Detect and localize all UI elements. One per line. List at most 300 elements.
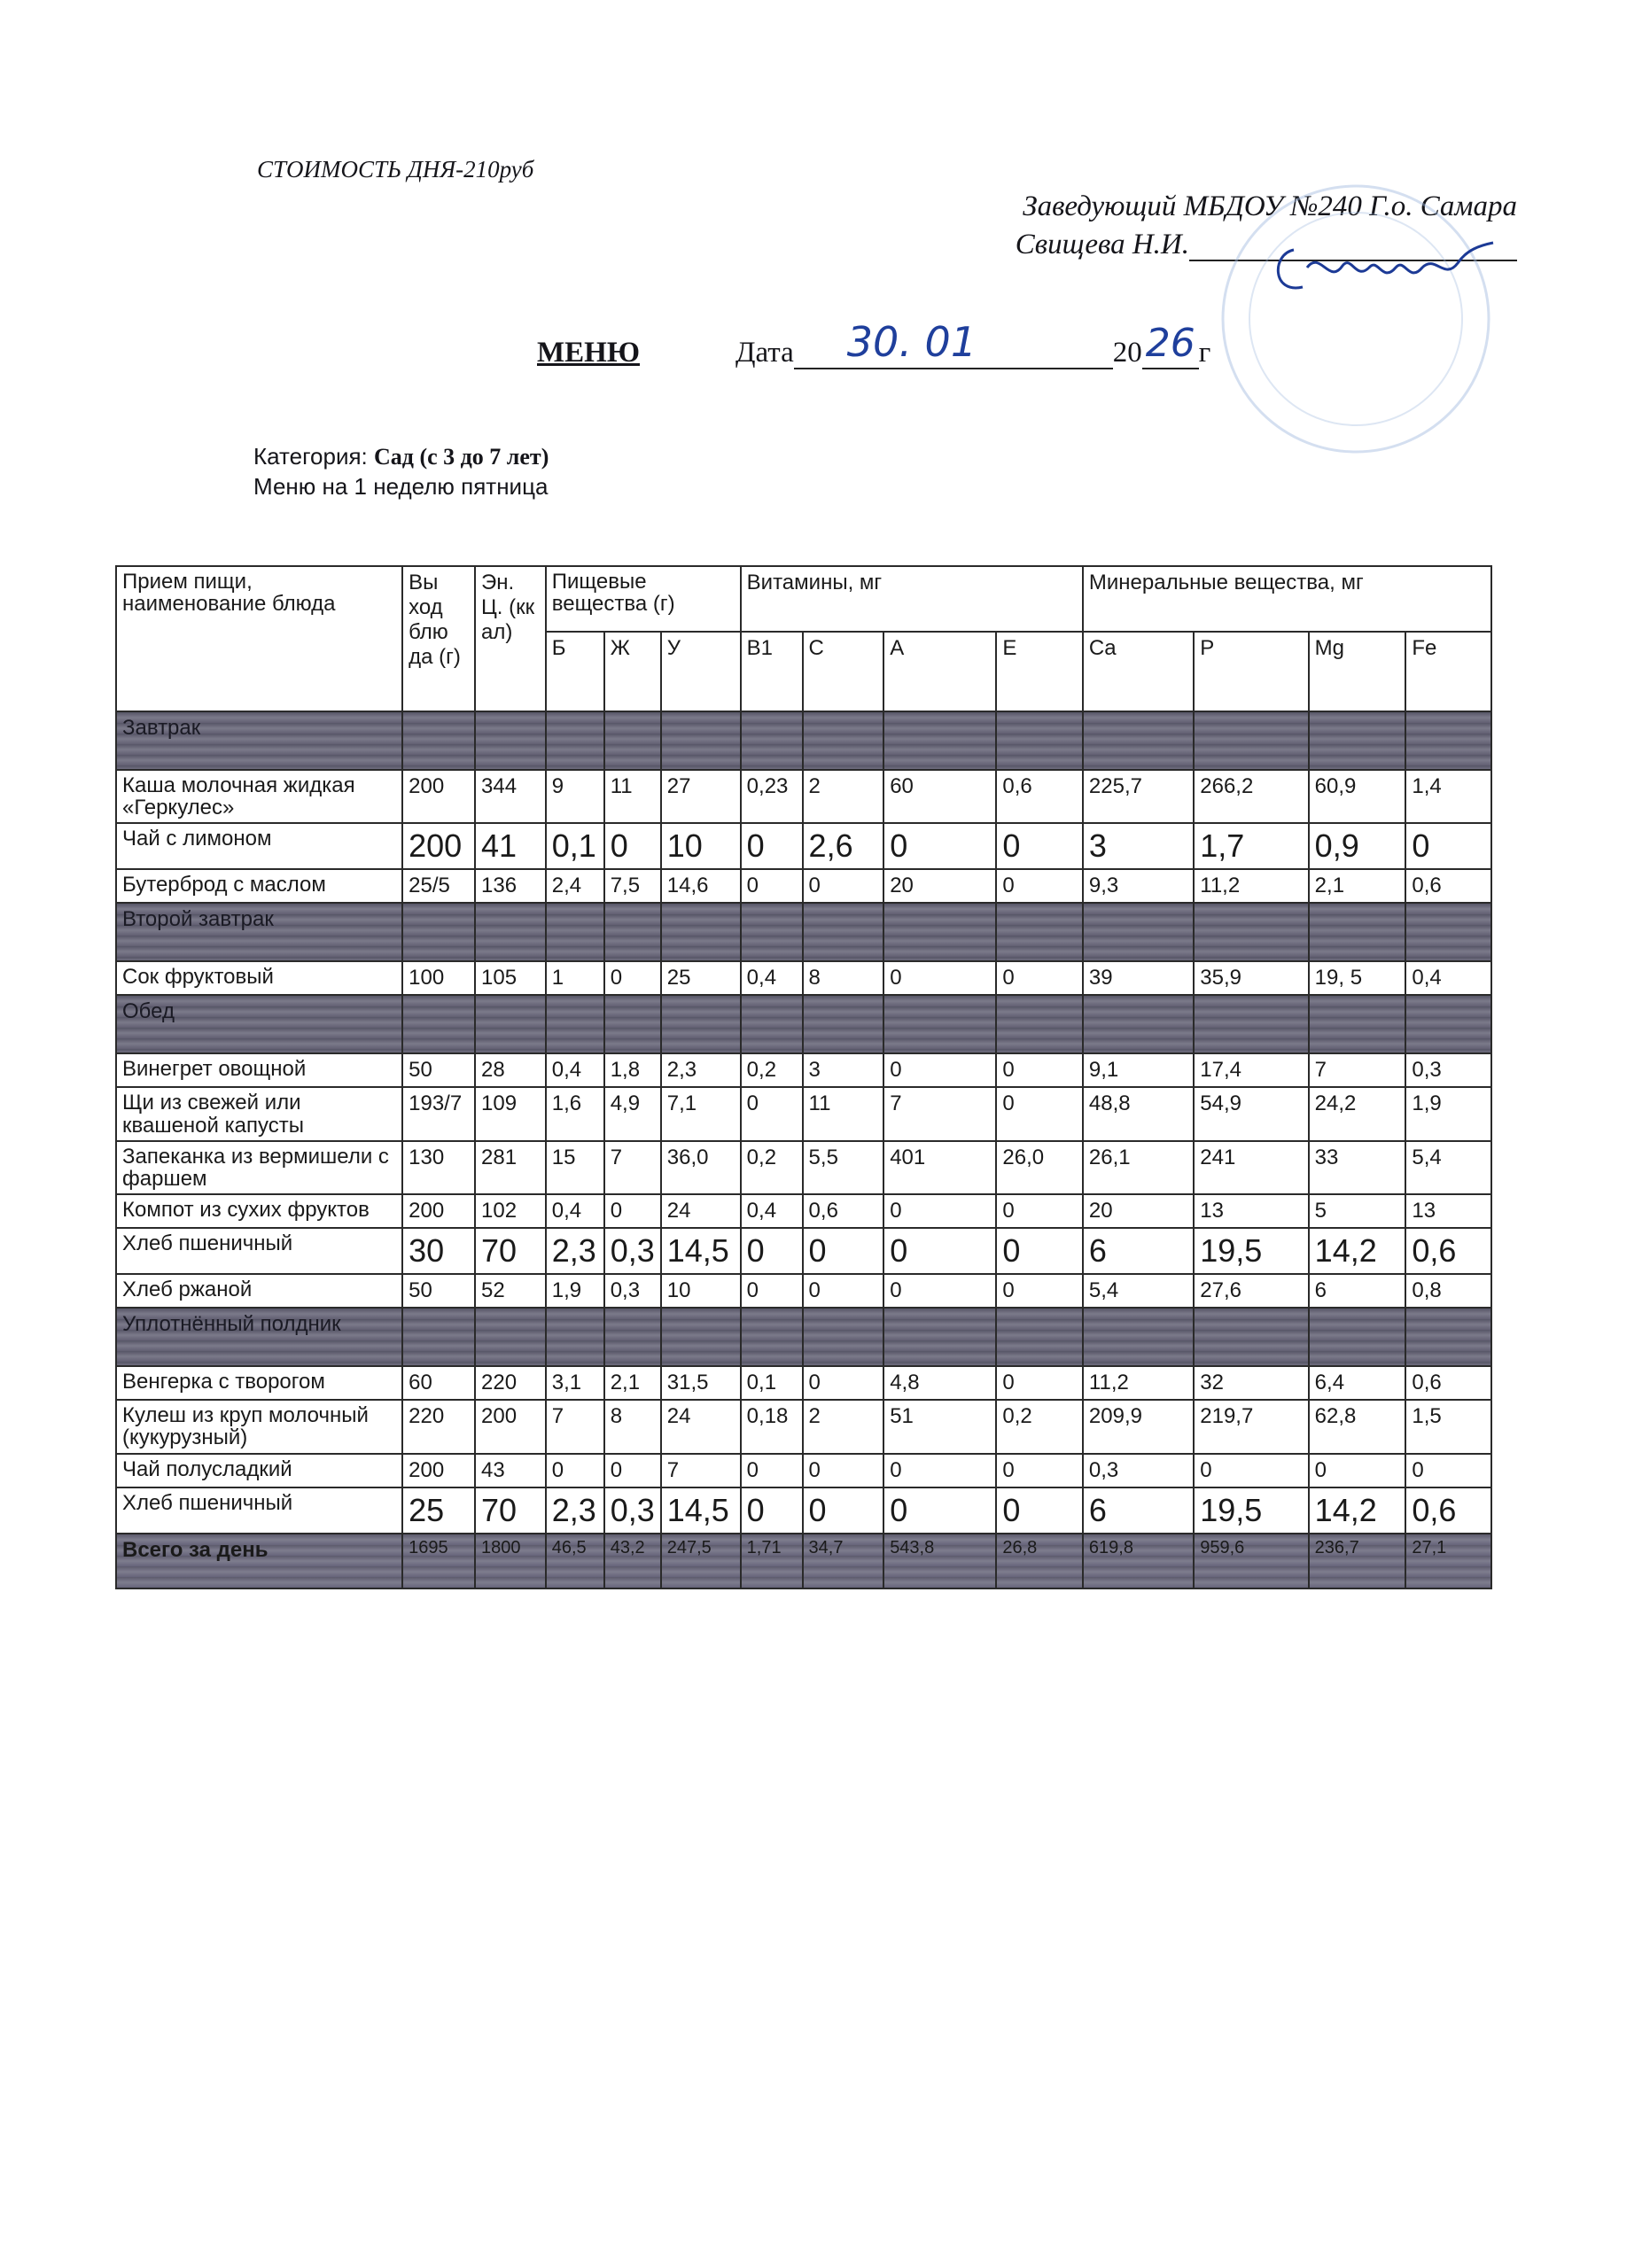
value-cell: 43 <box>475 1454 546 1487</box>
value-cell: 2,3 <box>661 1053 741 1087</box>
table-row <box>116 1366 1491 1400</box>
value-cell: 14,2 <box>1309 1228 1406 1274</box>
value-cell: 0,6 <box>803 1194 884 1228</box>
subheader-cell: B1 <box>741 632 803 711</box>
section-cell <box>883 711 996 770</box>
value-cell: 136 <box>475 869 546 903</box>
subheader-cell: P <box>1194 632 1308 711</box>
table-row <box>116 1274 1491 1308</box>
date-handwritten: 30. 01 <box>846 318 977 366</box>
week-line: Меню на 1 неделю пятница <box>253 473 549 500</box>
value-cell: 0,6 <box>996 770 1083 823</box>
date-label: Дата <box>735 337 794 369</box>
total-row <box>116 1534 1491 1588</box>
value-cell: 4,9 <box>604 1087 661 1140</box>
value-cell: 24,2 <box>1309 1087 1406 1140</box>
value-cell: 0 <box>803 1366 884 1400</box>
section-cell <box>1405 711 1491 770</box>
subheader-cell: C <box>803 632 884 711</box>
value-cell: 105 <box>475 961 546 995</box>
section-cell <box>475 903 546 961</box>
section-cell <box>402 995 475 1053</box>
value-cell: 6 <box>1309 1274 1406 1308</box>
value-cell: 0 <box>883 1274 996 1308</box>
header-energy: Эн. Ц. (кк ал) <box>475 566 546 711</box>
value-cell: 50 <box>402 1274 475 1308</box>
section-cell <box>475 711 546 770</box>
value-cell: 19,5 <box>1194 1487 1308 1534</box>
day-cost: СТОИМОСТЬ ДНЯ-210руб <box>257 156 534 183</box>
category-label: Категория: <box>253 443 368 470</box>
value-cell: 0 <box>803 1454 884 1487</box>
section-row <box>116 995 1491 1053</box>
section-cell <box>1405 1308 1491 1366</box>
section-cell <box>803 1308 884 1366</box>
value-cell: 0 <box>883 1053 996 1087</box>
dish-name: Венгерка с творогом <box>116 1366 402 1400</box>
value-cell: 0 <box>741 823 803 869</box>
value-cell: 7 <box>604 1141 661 1194</box>
header-nutrients: Пищевые вещества (г) <box>546 566 741 632</box>
table-row <box>116 1053 1491 1087</box>
value-cell: 7 <box>1309 1053 1406 1087</box>
value-cell: 13 <box>1194 1194 1308 1228</box>
value-cell: 0 <box>1405 1454 1491 1487</box>
value-cell: 0,4 <box>1405 961 1491 995</box>
value-cell: 0 <box>996 1454 1083 1487</box>
header-output: Вы ход блю да (г) <box>402 566 475 711</box>
value-cell: 0,2 <box>741 1053 803 1087</box>
section-cell <box>1309 1308 1406 1366</box>
director-name: Свищева Н.И. <box>1015 229 1189 260</box>
value-cell: 220 <box>402 1400 475 1453</box>
value-cell: 70 <box>475 1228 546 1274</box>
value-cell: 52 <box>475 1274 546 1308</box>
dish-name: Винегрет овощной <box>116 1053 402 1087</box>
value-cell: 32 <box>1194 1366 1308 1400</box>
section-cell <box>661 1308 741 1366</box>
total-value: 959,6 <box>1194 1534 1308 1588</box>
value-cell: 14,5 <box>661 1228 741 1274</box>
value-cell: 0,1 <box>546 823 604 869</box>
section-cell <box>604 903 661 961</box>
total-value: 247,5 <box>661 1534 741 1588</box>
value-cell: 5,5 <box>803 1141 884 1194</box>
section-title: Второй завтрак <box>116 903 402 961</box>
year-handwritten: 26 <box>1145 321 1195 366</box>
value-cell: 11 <box>803 1087 884 1140</box>
subheader-cell: A <box>883 632 996 711</box>
value-cell: 6 <box>1083 1487 1194 1534</box>
value-cell: 0 <box>996 869 1083 903</box>
subheader-cell: E <box>996 632 1083 711</box>
value-cell: 0 <box>883 1228 996 1274</box>
section-title: Обед <box>116 995 402 1053</box>
value-cell: 0 <box>996 1274 1083 1308</box>
subheader-cell: Ж <box>604 632 661 711</box>
section-cell <box>1194 1308 1308 1366</box>
section-cell <box>883 995 996 1053</box>
dish-name: Чай с лимоном <box>116 823 402 869</box>
value-cell: 10 <box>661 1274 741 1308</box>
value-cell: 1,4 <box>1405 770 1491 823</box>
value-cell: 15 <box>546 1141 604 1194</box>
header-minerals: Минеральные вещества, мг <box>1083 566 1491 632</box>
value-cell: 17,4 <box>1194 1053 1308 1087</box>
value-cell: 0,2 <box>996 1400 1083 1453</box>
value-cell: 24 <box>661 1194 741 1228</box>
value-cell: 1,9 <box>546 1274 604 1308</box>
table-row <box>116 1194 1491 1228</box>
value-cell: 20 <box>1083 1194 1194 1228</box>
value-cell: 48,8 <box>1083 1087 1194 1140</box>
value-cell: 1,8 <box>604 1053 661 1087</box>
value-cell: 109 <box>475 1087 546 1140</box>
value-cell: 60 <box>402 1366 475 1400</box>
value-cell: 266,2 <box>1194 770 1308 823</box>
value-cell: 60,9 <box>1309 770 1406 823</box>
section-cell <box>1083 903 1194 961</box>
section-cell <box>661 711 741 770</box>
section-cell <box>803 711 884 770</box>
value-cell: 344 <box>475 770 546 823</box>
value-cell: 0,6 <box>1405 1487 1491 1534</box>
value-cell: 0,4 <box>546 1194 604 1228</box>
subheader-cell: Б <box>546 632 604 711</box>
table-row <box>116 961 1491 995</box>
section-cell <box>604 995 661 1053</box>
total-value: 1800 <box>475 1534 546 1588</box>
value-cell: 241 <box>1194 1141 1308 1194</box>
section-row <box>116 1308 1491 1366</box>
dish-name: Сок фруктовый <box>116 961 402 995</box>
subheader-cell: Ca <box>1083 632 1194 711</box>
section-cell <box>996 903 1083 961</box>
dish-name: Хлеб ржаной <box>116 1274 402 1308</box>
value-cell: 11 <box>604 770 661 823</box>
value-cell: 0,6 <box>1405 1366 1491 1400</box>
section-cell <box>741 711 803 770</box>
value-cell: 13 <box>1405 1194 1491 1228</box>
value-cell: 6,4 <box>1309 1366 1406 1400</box>
date-line <box>735 318 1211 369</box>
value-cell: 0 <box>996 961 1083 995</box>
section-cell <box>1083 711 1194 770</box>
section-cell <box>1083 1308 1194 1366</box>
value-cell: 0 <box>996 1366 1083 1400</box>
value-cell: 0 <box>883 1194 996 1228</box>
dish-name: Каша молочная жидкая «Геркулес» <box>116 770 402 823</box>
value-cell: 0 <box>741 1228 803 1274</box>
value-cell: 0 <box>741 1454 803 1487</box>
menu-body <box>116 711 1491 1588</box>
value-cell: 11,2 <box>1083 1366 1194 1400</box>
section-cell <box>1309 903 1406 961</box>
value-cell: 3 <box>1083 823 1194 869</box>
section-cell <box>1309 995 1406 1053</box>
header-vitamins: Витамины, мг <box>741 566 1083 632</box>
value-cell: 1,6 <box>546 1087 604 1140</box>
value-cell: 35,9 <box>1194 961 1308 995</box>
value-cell: 14,5 <box>661 1487 741 1534</box>
value-cell: 5,4 <box>1405 1141 1491 1194</box>
table-row <box>116 869 1491 903</box>
value-cell: 0,3 <box>604 1487 661 1534</box>
dish-name: Бутерброд с маслом <box>116 869 402 903</box>
value-cell: 0,4 <box>741 961 803 995</box>
total-value: 27,1 <box>1405 1534 1491 1588</box>
value-cell: 0 <box>996 1487 1083 1534</box>
value-cell: 25 <box>402 1487 475 1534</box>
section-cell <box>402 711 475 770</box>
value-cell: 7 <box>883 1087 996 1140</box>
value-cell: 30 <box>402 1228 475 1274</box>
dish-name: Запеканка из вермишели с фаршем <box>116 1141 402 1194</box>
table-row <box>116 1487 1491 1534</box>
value-cell: 0 <box>883 961 996 995</box>
value-cell: 401 <box>883 1141 996 1194</box>
dish-name: Чай полусладкий <box>116 1454 402 1487</box>
total-value: 46,5 <box>546 1534 604 1588</box>
section-cell <box>546 1308 604 1366</box>
value-cell: 0 <box>996 1228 1083 1274</box>
value-cell: 0 <box>546 1454 604 1487</box>
value-cell: 27,6 <box>1194 1274 1308 1308</box>
value-cell: 3 <box>803 1053 884 1087</box>
value-cell: 2 <box>803 1400 884 1453</box>
value-cell: 8 <box>803 961 884 995</box>
value-cell: 2,3 <box>546 1487 604 1534</box>
total-title: Всего за день <box>116 1534 402 1588</box>
value-cell: 6 <box>1083 1228 1194 1274</box>
section-cell <box>604 711 661 770</box>
value-cell: 0,9 <box>1309 823 1406 869</box>
section-cell <box>883 1308 996 1366</box>
section-cell <box>402 1308 475 1366</box>
dish-name: Хлеб пшеничный <box>116 1487 402 1534</box>
section-row <box>116 711 1491 770</box>
value-cell: 200 <box>402 770 475 823</box>
section-cell <box>546 711 604 770</box>
value-cell: 0 <box>741 869 803 903</box>
value-cell: 130 <box>402 1141 475 1194</box>
value-cell: 5,4 <box>1083 1274 1194 1308</box>
subheader-cell: Fe <box>1405 632 1491 711</box>
section-row <box>116 903 1491 961</box>
stamp-icon <box>1214 177 1498 461</box>
value-cell: 20 <box>883 869 996 903</box>
value-cell: 0 <box>883 1487 996 1534</box>
value-cell: 193/7 <box>402 1087 475 1140</box>
section-cell <box>1194 903 1308 961</box>
value-cell: 31,5 <box>661 1366 741 1400</box>
value-cell: 19, 5 <box>1309 961 1406 995</box>
category-value: Сад (с 3 до 7 лет) <box>374 444 549 470</box>
approval-line: Заведующий МБДОУ №240 Г.о. Самара <box>1023 190 1517 222</box>
category-line <box>253 443 549 470</box>
value-cell: 0 <box>996 823 1083 869</box>
total-value: 26,8 <box>996 1534 1083 1588</box>
value-cell: 1,5 <box>1405 1400 1491 1453</box>
section-cell <box>1083 995 1194 1053</box>
dish-name: Компот из сухих фруктов <box>116 1194 402 1228</box>
header-row <box>116 566 1491 632</box>
table-row <box>116 823 1491 869</box>
value-cell: 5 <box>1309 1194 1406 1228</box>
section-cell <box>803 995 884 1053</box>
value-cell: 2,6 <box>803 823 884 869</box>
value-cell: 7 <box>661 1454 741 1487</box>
value-cell: 41 <box>475 823 546 869</box>
table-row <box>116 1400 1491 1453</box>
value-cell: 0 <box>604 823 661 869</box>
section-title: Завтрак <box>116 711 402 770</box>
section-cell <box>996 1308 1083 1366</box>
subheader-cell: У <box>661 632 741 711</box>
value-cell: 27 <box>661 770 741 823</box>
section-cell <box>883 903 996 961</box>
date-field <box>794 318 1113 369</box>
year-field <box>1142 321 1199 369</box>
section-cell <box>661 995 741 1053</box>
value-cell: 0,3 <box>604 1228 661 1274</box>
value-cell: 220 <box>475 1366 546 1400</box>
value-cell: 0 <box>604 1454 661 1487</box>
value-cell: 0,2 <box>741 1141 803 1194</box>
value-cell: 0 <box>996 1053 1083 1087</box>
value-cell: 200 <box>402 823 475 869</box>
value-cell: 0,3 <box>1083 1454 1194 1487</box>
value-cell: 33 <box>1309 1141 1406 1194</box>
value-cell: 9,3 <box>1083 869 1194 903</box>
section-cell <box>1405 903 1491 961</box>
value-cell: 0 <box>1194 1454 1308 1487</box>
total-value: 236,7 <box>1309 1534 1406 1588</box>
value-cell: 14,2 <box>1309 1487 1406 1534</box>
value-cell: 0 <box>604 1194 661 1228</box>
value-cell: 36,0 <box>661 1141 741 1194</box>
value-cell: 10 <box>661 823 741 869</box>
value-cell: 0,1 <box>741 1366 803 1400</box>
section-cell <box>1194 995 1308 1053</box>
value-cell: 39 <box>1083 961 1194 995</box>
total-value: 1,71 <box>741 1534 803 1588</box>
section-cell <box>546 995 604 1053</box>
value-cell: 2,4 <box>546 869 604 903</box>
table-row <box>116 1228 1491 1274</box>
dish-name: Кулеш из круп молочный (кукурузный) <box>116 1400 402 1453</box>
value-cell: 1,7 <box>1194 823 1308 869</box>
value-cell: 9 <box>546 770 604 823</box>
value-cell: 0 <box>741 1274 803 1308</box>
value-cell: 25 <box>661 961 741 995</box>
total-value: 1695 <box>402 1534 475 1588</box>
value-cell: 1 <box>546 961 604 995</box>
table-row <box>116 770 1491 823</box>
total-value: 619,8 <box>1083 1534 1194 1588</box>
section-cell <box>1194 711 1308 770</box>
section-cell <box>475 1308 546 1366</box>
value-cell: 0,4 <box>741 1194 803 1228</box>
value-cell: 0 <box>1405 823 1491 869</box>
value-cell: 0,8 <box>1405 1274 1491 1308</box>
section-cell <box>661 903 741 961</box>
subheader-cell: Mg <box>1309 632 1406 711</box>
section-cell <box>741 903 803 961</box>
value-cell: 50 <box>402 1053 475 1087</box>
value-cell: 0 <box>1309 1454 1406 1487</box>
value-cell: 62,8 <box>1309 1400 1406 1453</box>
value-cell: 2,1 <box>1309 869 1406 903</box>
value-cell: 2 <box>803 770 884 823</box>
section-cell <box>996 995 1083 1053</box>
value-cell: 2,1 <box>604 1366 661 1400</box>
value-cell: 219,7 <box>1194 1400 1308 1453</box>
section-cell <box>604 1308 661 1366</box>
section-cell <box>1309 711 1406 770</box>
dish-name: Хлеб пшеничный <box>116 1228 402 1274</box>
value-cell: 60 <box>883 770 996 823</box>
value-cell: 2,3 <box>546 1228 604 1274</box>
value-cell: 1,9 <box>1405 1087 1491 1140</box>
value-cell: 0 <box>741 1487 803 1534</box>
section-cell <box>741 1308 803 1366</box>
value-cell: 51 <box>883 1400 996 1453</box>
value-cell: 54,9 <box>1194 1087 1308 1140</box>
value-cell: 0,3 <box>1405 1053 1491 1087</box>
section-title: Уплотнённый полдник <box>116 1308 402 1366</box>
value-cell: 26,1 <box>1083 1141 1194 1194</box>
value-cell: 0 <box>604 961 661 995</box>
value-cell: 281 <box>475 1141 546 1194</box>
value-cell: 200 <box>475 1400 546 1453</box>
value-cell: 0 <box>803 1487 884 1534</box>
value-cell: 100 <box>402 961 475 995</box>
value-cell: 7,5 <box>604 869 661 903</box>
section-cell <box>803 903 884 961</box>
value-cell: 209,9 <box>1083 1400 1194 1453</box>
total-value: 34,7 <box>803 1534 884 1588</box>
value-cell: 14,6 <box>661 869 741 903</box>
value-cell: 0 <box>741 1087 803 1140</box>
table-row <box>116 1454 1491 1487</box>
value-cell: 0 <box>883 1454 996 1487</box>
value-cell: 200 <box>402 1194 475 1228</box>
value-cell: 0,4 <box>546 1053 604 1087</box>
value-cell: 4,8 <box>883 1366 996 1400</box>
value-cell: 102 <box>475 1194 546 1228</box>
total-value: 43,2 <box>604 1534 661 1588</box>
section-cell <box>741 995 803 1053</box>
year-prefix: 20 <box>1112 337 1142 369</box>
value-cell: 0 <box>803 1228 884 1274</box>
section-cell <box>475 995 546 1053</box>
value-cell: 11,2 <box>1194 869 1308 903</box>
value-cell: 0 <box>996 1194 1083 1228</box>
value-cell: 0,3 <box>604 1274 661 1308</box>
section-cell <box>546 903 604 961</box>
value-cell: 3,1 <box>546 1366 604 1400</box>
value-cell: 0,23 <box>741 770 803 823</box>
value-cell: 7,1 <box>661 1087 741 1140</box>
dish-name: Щи из свежей или квашеной капусты <box>116 1087 402 1140</box>
value-cell: 70 <box>475 1487 546 1534</box>
value-cell: 26,0 <box>996 1141 1083 1194</box>
table-row <box>116 1087 1491 1140</box>
value-cell: 25/5 <box>402 869 475 903</box>
value-cell: 0 <box>883 823 996 869</box>
value-cell: 0 <box>803 869 884 903</box>
